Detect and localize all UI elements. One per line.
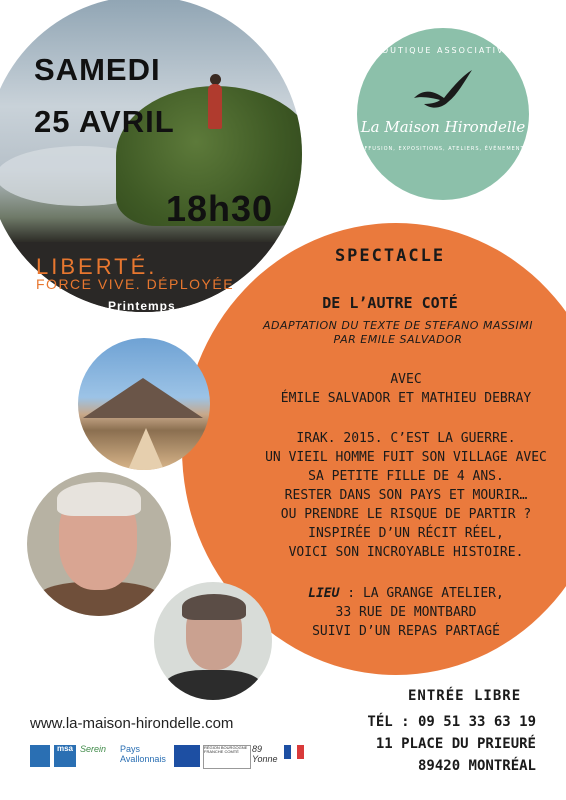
performers: ÉMILE SALVADOR ET MATHIEU DEBRAY [280,391,532,406]
festival-logo-line1: Printemps [108,299,176,313]
with-label: AVEC [390,372,422,387]
swallow-icon [412,68,474,112]
synopsis-line: UN VIEIL HOMME FUIT SON VILLAGE AVEC [265,450,547,465]
synopsis-line: VOICI SON INCROYABLE HISTOIRE. [288,545,524,560]
department-logo [30,745,50,767]
mountain-shape [83,378,203,418]
slogan-main: LIBERTÉ. [36,254,158,279]
boutique-services: DIFFUSION, EXPOSITIONS, ATELIERS, ÉVÉNEMENTS [357,146,529,152]
venue-line1 [216,586,566,601]
show-title: DE L’AUTRE COTÉ [322,294,458,312]
republique-francaise-logo [284,745,304,767]
performer-photo-elder [27,472,171,616]
hair-shape [182,594,246,620]
venue-line3: SUIVI D’UN REPAS PARTAGÉ [312,624,500,639]
serein-logo: Serein [80,744,107,754]
slogan-sub: FORCE VIVE. DÉPLOYÉE [36,276,235,292]
synopsis-line: RESTER DANS SON PAYS ET MOURIR… [284,488,528,503]
event-date: 25 AVRIL [34,104,175,139]
venue-line2: 33 RUE DE MONTBARD [335,605,477,620]
coat-shape [164,670,262,700]
phone-number: TÉL : 09 51 33 63 19 [367,714,536,730]
event-time: 18h30 [166,188,274,229]
partner-logo-small [306,745,330,767]
synopsis-line: SA PETITE FILLE DE 4 ANS. [308,469,504,484]
boutique-name: La Maison Hirondelle [360,118,526,136]
hair-shape [57,482,141,516]
synopsis-line: OU PRENDRE LE RISQUE DE PARTIR ? [280,507,532,522]
region-logo: RÉGION BOURGOGNE FRANCHE COMTÉ [203,745,251,769]
website-link[interactable]: www.la-maison-hirondelle.com [30,715,234,732]
adaptation-credit-line2: PAR EMILE SALVADOR [333,333,463,346]
synopsis-line: INSPIRÉE D’UN RÉCIT RÉEL, [308,526,504,541]
event-day: SAMEDI [34,52,161,87]
boutique-tagline: BOUTIQUE ASSOCIATIVE [374,46,512,55]
eu-flag-logo [174,745,200,767]
performer-photo-younger [154,582,272,700]
synopsis-line: IRAK. 2015. C’EST LA GUERRE. [296,431,516,446]
event-category: SPECTACLE [334,246,446,266]
child-figure [208,84,222,129]
address-city: 89420 MONTRÉAL [417,758,536,774]
yonne-logo: 89 Yonne [252,744,278,764]
admission-info: ENTRÉE LIBRE [408,688,522,704]
msa-logo: msa [54,745,76,767]
road-shape [128,428,164,470]
festival-logo-line2: des Poètes [108,313,182,327]
desert-landscape-photo [78,338,210,470]
adaptation-credit-line1: ADAPTATION DU TEXTE DE STEFANO MASSIMI [262,319,534,332]
pays-avallonnais-logo: Pays Avallonnais [120,744,166,764]
venue-name: : LA GRANGE ATELIER, [339,586,504,601]
address-street: 11 PLACE DU PRIEURÉ [375,736,536,752]
venue-label: LIEU [308,586,340,601]
